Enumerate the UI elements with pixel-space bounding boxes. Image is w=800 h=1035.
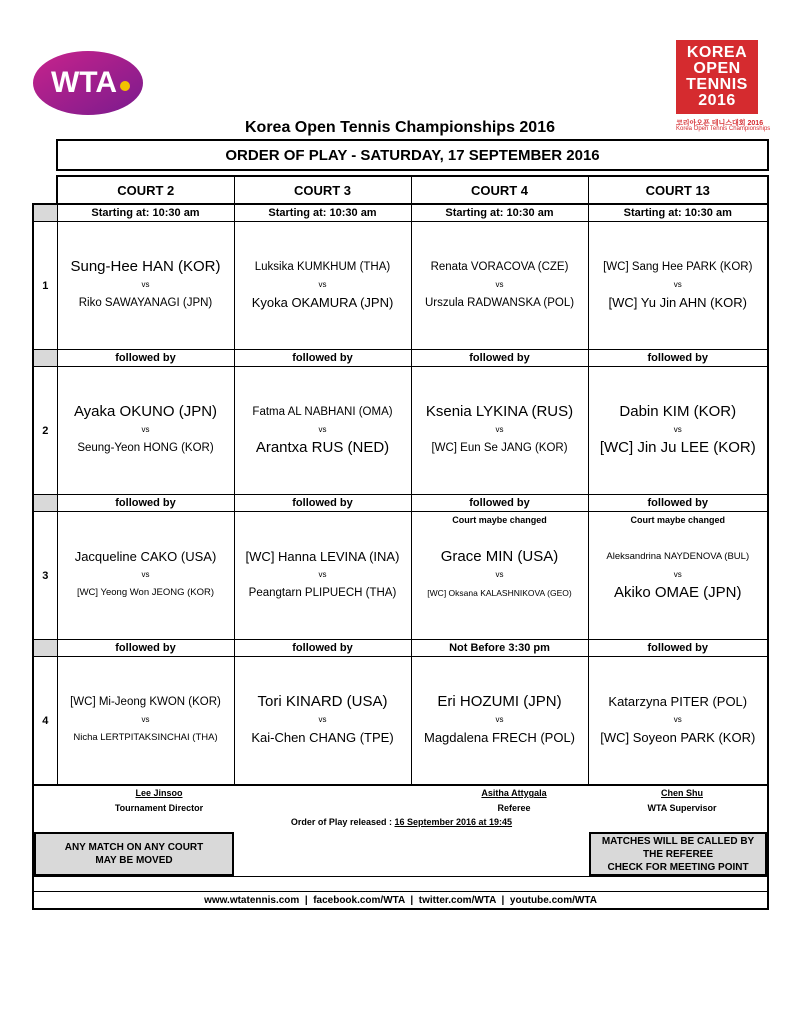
player-2: Akiko OMAE (JPN): [614, 584, 742, 601]
vs-label: vs: [673, 425, 682, 434]
notice-meeting-point: [589, 832, 767, 876]
player-1: Luksika KUMKHUM (THA): [254, 261, 391, 273]
player-1: Tori KINARD (USA): [257, 693, 388, 710]
order-note: followed by: [411, 350, 588, 367]
player-1: [WC] Hanna LEVINA (INA): [245, 549, 400, 564]
match-cell: [411, 367, 588, 495]
korea-open-logo: [676, 40, 771, 132]
court-header: COURT 2: [57, 176, 234, 204]
player-2: [WC] Yeong Won JEONG (KOR): [76, 587, 215, 598]
player-2: [WC] Eun Se JANG (KOR): [431, 442, 568, 454]
court-note: Court maybe changed: [630, 515, 726, 525]
referee-name: Asitha Attygala: [481, 788, 547, 798]
player-2: [WC] Oksana KALASHNIKOVA (GEO): [427, 588, 572, 598]
supervisor-role: WTA Supervisor: [647, 803, 717, 813]
separator-row: [33, 640, 768, 657]
player-1: [WC] Sang Hee PARK (KOR): [603, 261, 753, 273]
order-note: followed by: [588, 640, 768, 657]
vs-label: vs: [141, 570, 150, 579]
order-note: Not Before 3:30 pm: [411, 640, 588, 657]
notice-any-court: [34, 832, 234, 876]
match-cell: [57, 367, 234, 495]
order-note: followed by: [234, 640, 411, 657]
release-info: [34, 817, 769, 827]
match-row-3: [33, 512, 768, 640]
vs-label: vs: [141, 425, 150, 434]
vs-label: vs: [318, 570, 327, 579]
referee: [414, 788, 614, 813]
match-cell: [57, 512, 234, 640]
tournament-director: [59, 788, 259, 813]
vs-label: vs: [495, 280, 504, 289]
start-time: Starting at: 10:30 am: [57, 204, 234, 222]
court-header-row: [33, 176, 768, 204]
order-note: followed by: [57, 350, 234, 367]
match-row-1: [33, 222, 768, 350]
start-time: Starting at: 10:30 am: [588, 204, 768, 222]
logo-english-subtitle: Korea Open Tennis Championships: [676, 126, 771, 132]
order-note: followed by: [588, 350, 768, 367]
player-1: Ayaka OKUNO (JPN): [73, 403, 218, 420]
release-label: Order of Play released :: [290, 817, 392, 827]
player-1: Katarzyna PITER (POL): [608, 694, 748, 709]
match-cell: [57, 657, 234, 786]
order-title: ORDER OF PLAY - SATURDAY, 17 SEPTEMBER 2016: [57, 140, 768, 170]
logo-line: 2016: [698, 92, 736, 109]
match-cell: [411, 222, 588, 350]
vs-label: vs: [318, 280, 327, 289]
row-number: 1: [33, 222, 57, 350]
match-cell: [588, 512, 768, 640]
player-2: Peangtarn PLIPUECH (THA): [248, 587, 397, 599]
vs-label: vs: [673, 570, 682, 579]
player-1: Aleksandrina NAYDENOVA (BUL): [606, 551, 750, 562]
player-2: Kai-Chen CHANG (TPE): [251, 730, 394, 745]
match-cell: [411, 512, 588, 640]
court-header: COURT 13: [588, 176, 768, 204]
player-2: [WC] Yu Jin AHN (KOR): [608, 295, 747, 310]
player-1: Eri HOZUMI (JPN): [437, 693, 562, 710]
vs-label: vs: [673, 715, 682, 724]
court-note: Court maybe changed: [452, 515, 547, 525]
director-role: Tournament Director: [114, 803, 204, 813]
player-2: Arantxa RUS (NED): [255, 439, 390, 456]
korea-open-logo-box: [676, 40, 758, 114]
notice-line: MATCHES WILL BE CALLED BY: [601, 835, 755, 847]
vs-label: vs: [673, 280, 682, 289]
officials-row: [33, 785, 768, 877]
wta-logo: [32, 50, 144, 116]
notice-line: MAY BE MOVED: [95, 855, 173, 866]
vs-label: vs: [141, 715, 150, 724]
match-cell: [588, 367, 768, 495]
order-note: followed by: [588, 495, 768, 512]
separator-row: [33, 350, 768, 367]
order-of-play: [32, 139, 767, 910]
player-2: Seung-Yeon HONG (KOR): [77, 442, 214, 454]
match-cell: [234, 512, 411, 640]
player-1: [WC] Mi-Jeong KWON (KOR): [70, 696, 221, 708]
order-note: followed by: [57, 495, 234, 512]
player-1: Renata VORACOVA (CZE): [430, 261, 569, 273]
start-time-row: [33, 204, 768, 222]
court-header: COURT 4: [411, 176, 588, 204]
match-row-2: [33, 367, 768, 495]
vs-label: vs: [141, 280, 150, 289]
order-note: followed by: [411, 495, 588, 512]
release-date: 16 September 2016 at 19:45: [394, 817, 513, 827]
player-1: Jacqueline CAKO (USA): [74, 549, 217, 564]
start-time: Starting at: 10:30 am: [234, 204, 411, 222]
player-1: Sung-Hee HAN (KOR): [70, 258, 221, 275]
player-2: [WC] Jin Ju LEE (KOR): [599, 439, 756, 456]
match-cell: [588, 222, 768, 350]
player-1: Dabin KIM (KOR): [619, 403, 737, 420]
footer-links: www.wtatennis.com | facebook.com/WTA | twitter.com/WTA | youtube.com/WTA: [33, 892, 768, 910]
footer-row: [33, 892, 768, 910]
vs-label: vs: [318, 425, 327, 434]
wta-supervisor: [592, 788, 772, 813]
player-2: Riko SAWAYANAGI (JPN): [78, 297, 213, 309]
notice-line: CHECK FOR MEETING POINT: [607, 861, 749, 873]
notice-line: ANY MATCH ON ANY COURT: [64, 842, 204, 853]
match-cell: [234, 222, 411, 350]
wta-logo-text: WTA: [50, 66, 118, 99]
player-1: Grace MIN (USA): [440, 548, 559, 565]
row-number: 4: [33, 657, 57, 786]
match-cell: [588, 657, 768, 786]
referee-role: Referee: [497, 803, 531, 813]
event-title: Korea Open Tennis Championships 2016: [245, 119, 555, 136]
logo-line: TENNIS: [686, 76, 748, 93]
logo-korean-subtitle: 코리아오픈 테니스대회 2016: [676, 120, 764, 127]
row-number: 3: [33, 512, 57, 640]
logo-line: OPEN: [693, 60, 741, 77]
player-1: Fatma AL NABHANI (OMA): [252, 406, 393, 418]
separator-row: [33, 495, 768, 512]
player-2: Urszula RADWANSKA (POL): [424, 297, 575, 309]
notice-line: THE REFEREE: [643, 848, 714, 860]
supervisor-name: Chen Shu: [661, 788, 703, 798]
schedule-table: [32, 139, 769, 910]
match-row-4: [33, 657, 768, 786]
row-number: 2: [33, 367, 57, 495]
vs-label: vs: [495, 715, 504, 724]
logo-line: KOREA: [686, 44, 748, 61]
player-1: Ksenia LYKINA (RUS): [425, 403, 574, 420]
order-note: followed by: [57, 640, 234, 657]
vs-label: vs: [318, 715, 327, 724]
vs-label: vs: [495, 570, 504, 579]
start-time: Starting at: 10:30 am: [411, 204, 588, 222]
order-note: followed by: [234, 495, 411, 512]
player-2: Kyoka OKAMURA (JPN): [251, 295, 394, 310]
match-cell: [234, 657, 411, 786]
director-name: Lee Jinsoo: [135, 788, 183, 798]
court-header: COURT 3: [234, 176, 411, 204]
match-cell: [411, 657, 588, 786]
order-note: followed by: [234, 350, 411, 367]
match-cell: [234, 367, 411, 495]
player-2: [WC] Soyeon PARK (KOR): [600, 730, 756, 745]
vs-label: vs: [495, 425, 504, 434]
player-2: Nicha LERTPITAKSINCHAI (THA): [73, 732, 218, 743]
player-2: Magdalena FRECH (POL): [424, 730, 575, 745]
match-cell: [57, 222, 234, 350]
